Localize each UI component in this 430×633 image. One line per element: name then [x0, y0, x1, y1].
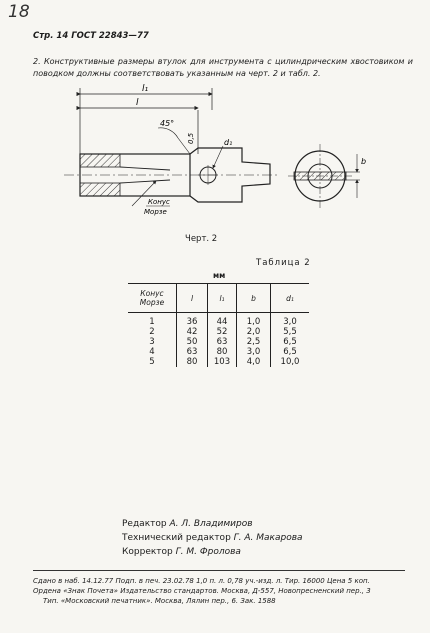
table-title: Таблица 2 [256, 258, 311, 268]
table-row [128, 347, 309, 357]
header-cone: Конус Морзе [128, 284, 177, 313]
label-b: b [361, 157, 367, 166]
cell-b: 1,0 [237, 313, 271, 328]
cell-l1: 52 [208, 327, 237, 337]
cone-bore-top [120, 167, 170, 170]
technical-drawing [60, 80, 430, 230]
cell-b: 2,5 [237, 337, 271, 347]
paragraph-2: 2. Конструктивные размеры втулок для инструмента с цилиндрическим хвостовиком и поводком должны соответствовать указанным на черт. 2 и табл. 2. [33, 57, 413, 78]
d1-leader [213, 146, 223, 168]
section-hatch-top [80, 154, 120, 167]
page-label: Стр. 14 [33, 31, 69, 41]
cell-b: 4,0 [237, 357, 271, 367]
standard-number: ГОСТ 22843—77 [71, 31, 149, 41]
cell-d1: 6,5 [271, 337, 310, 347]
editor-line [122, 545, 303, 559]
label-chamfer: 0,5 [187, 132, 195, 144]
editor-line [122, 517, 303, 531]
label-angle: 45° [160, 119, 175, 128]
figure-caption: Черт. 2 [185, 234, 218, 244]
imprint-line: Ордена «Знак Почета» Издательство стандартов. Москва, Д-557, Новопресненский пер., 3 [33, 587, 371, 595]
cell-l1: 80 [208, 347, 237, 357]
section-hatch-bottom [80, 183, 120, 196]
table-unit: мм [213, 271, 226, 280]
cell-cone: 4 [149, 347, 155, 357]
label-l1: l₁ [142, 84, 149, 94]
cell-cone: 5 [149, 357, 155, 367]
label-d1: d₁ [224, 138, 233, 147]
imprint-block [33, 576, 408, 606]
dimensions-table [128, 283, 309, 367]
table-row [128, 313, 309, 328]
handwritten-page-number: 18 [8, 2, 30, 22]
page-header [33, 31, 149, 41]
imprint-divider [33, 570, 405, 571]
cell-b: 2,0 [237, 327, 271, 337]
cell-d1: 5,5 [271, 327, 310, 337]
cell-d1: 6,5 [271, 347, 310, 357]
label-l: l [136, 98, 139, 108]
cell-l: 50 [177, 337, 208, 347]
editor-line [122, 531, 303, 545]
table-row [128, 357, 309, 367]
cell-b: 3,0 [237, 347, 271, 357]
cell-cone: 2 [149, 327, 155, 337]
cell-cone: 3 [149, 337, 155, 347]
cell-cone: 1 [149, 317, 155, 327]
editors-block [122, 517, 303, 559]
cell-d1: 10,0 [271, 357, 310, 367]
header-l1: l₁ [208, 284, 237, 313]
cell-l1: 103 [208, 357, 237, 367]
table-row [128, 337, 309, 347]
table-header-row [128, 284, 309, 313]
cell-l1: 44 [208, 313, 237, 328]
header-b: b [237, 284, 271, 313]
header-l: l [177, 284, 208, 313]
editor-name: А. Л. Владимиров [169, 519, 253, 529]
label-cone-2: Морзе [144, 208, 167, 216]
editor-role: Корректор [122, 547, 173, 557]
editor-name: Г. М. Фролова [175, 547, 241, 557]
cell-l: 42 [177, 327, 208, 337]
editor-role: Редактор [122, 519, 167, 529]
cell-d1: 3,0 [271, 313, 310, 328]
cone-bore-bottom [120, 180, 170, 183]
cell-l: 80 [177, 357, 208, 367]
imprint-line: Сдано в наб. 14.12.77 Подп. в печ. 23.02.78 1,0 п. л. 0,78 уч.-изд. л. Тир. 16000 Цена 5 коп. [33, 577, 370, 585]
cell-l: 36 [177, 313, 208, 328]
angle-arc [158, 128, 178, 138]
editor-name: Г. А. Макарова [233, 533, 303, 543]
header-d1: d₁ [271, 284, 310, 313]
cell-l1: 63 [208, 337, 237, 347]
imprint-line: Тип. «Московский печатник». Москва, Лялин пер., 6. Зак. 1588 [43, 597, 276, 605]
cell-l: 63 [177, 347, 208, 357]
editor-role: Технический редактор [122, 533, 231, 543]
table-row [128, 327, 309, 337]
label-cone-1: Конус [148, 198, 170, 206]
